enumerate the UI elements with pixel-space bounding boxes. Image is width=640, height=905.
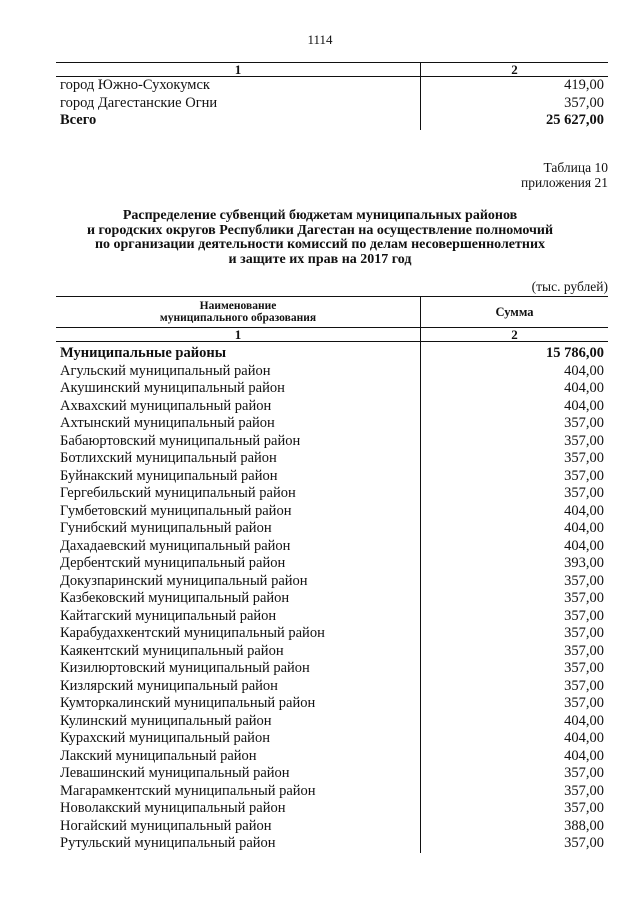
table-row (56, 503, 608, 521)
table-row (56, 450, 608, 468)
title-line: по организации деятельности комиссий по делам несовершеннолетних (94, 237, 546, 252)
title-line: и городских округов Республики Дагестан на осуществление полномочий (86, 222, 554, 238)
row-name: город Южно-Сухокумск (60, 77, 210, 93)
district-name: Буйнакский муниципальный район (60, 467, 278, 484)
district-name: Акушинский муниципальный район (60, 380, 285, 396)
table-row (56, 77, 608, 95)
header-line: муниципального образования (159, 312, 317, 324)
district-name: Бабаюртовский муниципальный район (60, 432, 301, 449)
group-value: 15 786,00 (421, 342, 609, 363)
group-row (56, 342, 608, 363)
table-row (56, 835, 608, 853)
group-name: Муниципальные районы (60, 345, 227, 361)
district-value: 357,00 (421, 468, 609, 486)
column-numbers-row (56, 328, 608, 342)
table-row (56, 538, 608, 556)
table-row (56, 660, 608, 678)
column-header-name (56, 297, 421, 328)
district-name: Гумбетовский муниципальный район (60, 502, 292, 519)
district-value: 357,00 (421, 835, 609, 853)
district-name: Гергебильский муниципальный район (60, 485, 296, 501)
district-name: Ногайский муниципальный район (60, 817, 272, 834)
table-row (56, 800, 608, 818)
district-name: Ахтынский муниципальный район (60, 415, 275, 431)
district-value: 357,00 (421, 450, 609, 468)
district-name: Кайтагский муниципальный район (60, 607, 277, 624)
page-number: 1114 (307, 32, 333, 47)
district-value: 357,00 (421, 608, 609, 626)
district-name: Дербентский муниципальный район (60, 555, 286, 571)
table-row (56, 468, 608, 486)
district-value: 393,00 (421, 555, 609, 573)
district-value: 357,00 (421, 695, 609, 713)
district-value: 404,00 (421, 398, 609, 416)
column-number-2: 2 (421, 328, 609, 342)
district-name: Кумторкалинский муниципальный район (60, 695, 316, 711)
column-number-2: 2 (421, 63, 609, 77)
row-value: 419,00 (421, 77, 609, 95)
column-number-1: 1 (56, 63, 421, 77)
table-row (56, 818, 608, 836)
table-row (56, 730, 608, 748)
table-row (56, 625, 608, 643)
district-name: Рутульский муниципальный район (60, 835, 276, 851)
district-value: 357,00 (421, 590, 609, 608)
district-name: Гунибский муниципальный район (60, 520, 272, 536)
district-name: Ахвахский муниципальный район (60, 397, 272, 414)
district-value: 357,00 (421, 643, 609, 661)
district-value: 404,00 (421, 363, 609, 381)
district-value: 357,00 (421, 660, 609, 678)
district-value: 357,00 (421, 415, 609, 433)
table-row (56, 363, 608, 381)
page-title (0, 209, 640, 267)
district-value: 357,00 (421, 485, 609, 503)
row-value: 357,00 (421, 95, 609, 113)
district-name: Курахский муниципальный район (60, 730, 270, 746)
subvention-table (56, 296, 608, 853)
column-header-row (56, 297, 608, 328)
district-name: Кизлярский муниципальный район (60, 677, 278, 694)
table-row (56, 485, 608, 503)
district-value: 357,00 (421, 765, 609, 783)
table-row (56, 765, 608, 783)
total-label: Всего (60, 112, 97, 128)
appendix-ref: приложения 21 (520, 175, 608, 190)
table-row (56, 678, 608, 696)
district-value: 357,00 (421, 625, 609, 643)
district-value: 357,00 (421, 678, 609, 696)
table-row (56, 748, 608, 766)
district-name: Казбековский муниципальный район (60, 590, 290, 606)
table-row (56, 520, 608, 538)
district-value: 388,00 (421, 818, 609, 836)
district-name: Каякентский муниципальный район (60, 642, 284, 659)
district-value: 357,00 (421, 783, 609, 801)
table-row (56, 643, 608, 661)
table-row (56, 415, 608, 433)
table-row (56, 398, 608, 416)
district-value: 404,00 (421, 713, 609, 731)
district-name: Докузпаринский муниципальный район (60, 572, 308, 589)
table-row (56, 555, 608, 573)
district-name: Карабудахкентский муниципальный район (60, 625, 325, 641)
district-name: Дахадаевский муниципальный район (60, 537, 291, 554)
table-row (56, 433, 608, 451)
table-row (56, 695, 608, 713)
table-row (56, 95, 608, 113)
district-name: Новолакский муниципальный район (60, 800, 286, 816)
table-row (56, 608, 608, 626)
table-number: Таблица 10 (543, 160, 608, 175)
district-value: 404,00 (421, 503, 609, 521)
table-row (56, 713, 608, 731)
units-note: (тыс. рублей) (531, 279, 608, 294)
column-numbers-row (56, 63, 608, 77)
title-line: Распределение субвенций бюджетам муниципальных районов (122, 208, 518, 223)
table-row (56, 783, 608, 801)
top-table (56, 62, 608, 130)
district-value: 357,00 (421, 433, 609, 451)
column-number-1: 1 (56, 328, 421, 342)
district-name: Лакский муниципальный район (60, 747, 257, 764)
district-name: Кулинский муниципальный район (60, 712, 272, 729)
row-name: город Дагестанские Огни (60, 94, 218, 111)
district-name: Ботлихский муниципальный район (60, 450, 277, 466)
district-name: Левашинский муниципальный район (60, 765, 290, 781)
title-line: и защите их прав на 2017 год (228, 251, 412, 267)
district-value: 357,00 (421, 573, 609, 591)
table-row (56, 380, 608, 398)
header-line: Наименование (199, 300, 277, 312)
district-name: Агульский муниципальный район (60, 362, 271, 379)
column-header-sum: Сумма (421, 297, 609, 328)
district-value: 404,00 (421, 538, 609, 556)
district-value: 404,00 (421, 730, 609, 748)
district-value: 357,00 (421, 800, 609, 818)
district-value: 404,00 (421, 520, 609, 538)
district-name: Магарамкентский муниципальный район (60, 782, 316, 799)
table-row (56, 590, 608, 608)
total-row (56, 112, 608, 130)
district-value: 404,00 (421, 380, 609, 398)
total-value: 25 627,00 (421, 112, 609, 130)
district-name: Кизилюртовский муниципальный район (60, 660, 310, 676)
table-row (56, 573, 608, 591)
district-value: 404,00 (421, 748, 609, 766)
